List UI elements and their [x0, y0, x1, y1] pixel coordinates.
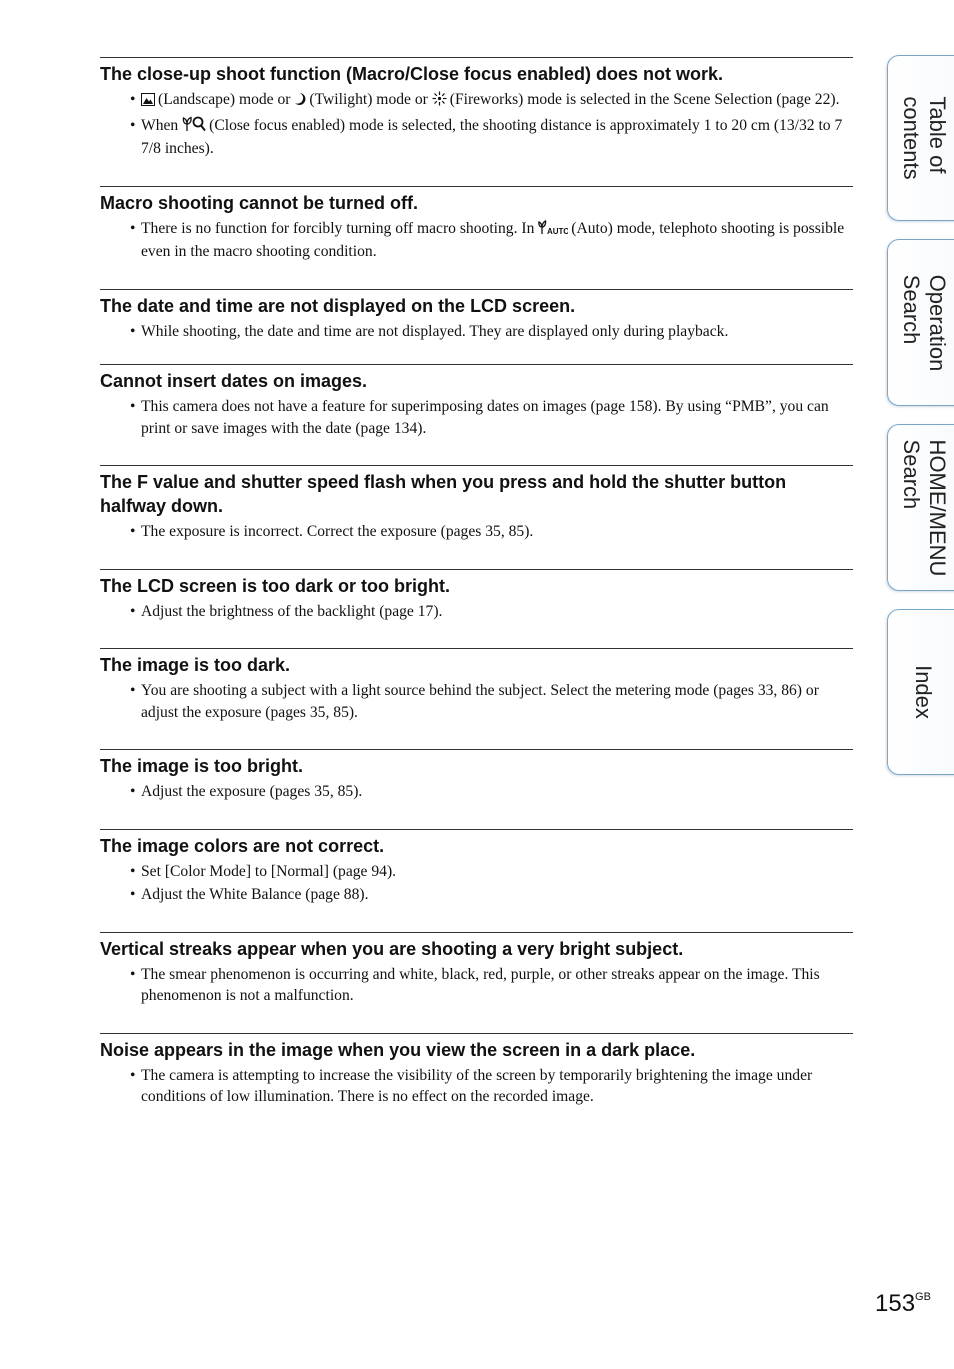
landscape-icon	[141, 91, 155, 113]
list-item: • The camera is attempting to increase the visibility of the screen by temporarily brightening the image under conditions of low illumination. There is no effect on the recorded image.	[130, 1066, 813, 1105]
section-title: Vertical streaks appear when you are shooting a very bright subject.	[100, 938, 684, 959]
section-colors	[100, 829, 853, 906]
list-item: • The smear phenomenon is occurring and white, black, red, purple, or other streaks appear on the image. This phenomenon is not a malfunction.	[130, 965, 820, 1004]
close-focus-icon	[182, 116, 206, 139]
section-title: The F value and shutter speed flash when you press and hold the shutter button halfway down.	[100, 472, 787, 516]
bullet-list	[100, 396, 853, 439]
twilight-icon	[294, 91, 306, 113]
section-too-bright	[100, 749, 853, 803]
bullet-list	[100, 964, 853, 1007]
section-too-dark	[100, 648, 853, 723]
tab-label: Table of contents	[899, 96, 950, 180]
tab-label: HOME/MENU Search	[899, 439, 950, 576]
section-title: Noise appears in the image when you view the screen in a dark place.	[100, 1039, 696, 1060]
section-noise-dark	[100, 1033, 853, 1108]
section-title: The image is too dark.	[100, 655, 291, 675]
bullet-list	[100, 861, 853, 906]
bullet-list	[100, 1065, 853, 1108]
list-item: • While shooting, the date and time are not displayed. They are displayed only during playback.	[130, 322, 729, 340]
list-item: • Set [Color Mode] to [Normal] (page 94).	[130, 862, 397, 880]
page-number-suffix: GB	[915, 1291, 931, 1303]
section-vertical-streaks	[100, 932, 853, 1007]
bullet-list	[100, 218, 853, 263]
section-macro-off	[100, 186, 853, 263]
tab-table-of-contents[interactable]	[887, 55, 954, 221]
section-title: The image is too bright.	[100, 756, 304, 776]
tab-operation-search[interactable]	[887, 239, 954, 406]
section-title: The LCD screen is too dark or too bright.	[100, 575, 451, 596]
bullet-list	[100, 321, 853, 343]
bullet-list	[100, 601, 853, 623]
section-title: The image colors are not correct.	[100, 835, 385, 856]
page-number-value: 153	[875, 1290, 916, 1317]
list-item: • There is no function for forcibly turning off macro shooting. In AUTO (Auto) mode, telephoto shooting is possible even in the macro shooting condition.	[130, 219, 845, 260]
svg-text:AUTO: AUTO	[547, 226, 569, 235]
section-f-value-flash	[100, 465, 853, 543]
tab-home-menu-search[interactable]	[887, 424, 954, 591]
section-title: Macro shooting cannot be turned off.	[100, 192, 418, 213]
section-title: The date and time are not displayed on the LCD screen.	[100, 295, 576, 316]
bullet-list	[100, 680, 853, 723]
list-item: • You are shooting a subject with a light source behind the subject. Select the metering mode (pages 33, 86) or adjust the exposure (pages 35, 85).	[130, 682, 819, 721]
fireworks-icon	[432, 91, 447, 113]
list-item: • This camera does not have a feature for superimposing dates on images (page 158). By using “PMB”, you can print or save images with the date (page 134).	[130, 398, 829, 437]
page-number	[875, 1290, 931, 1318]
section-insert-dates	[100, 364, 853, 439]
bullet-list	[100, 781, 853, 803]
list-item: • Adjust the brightness of the backlight (page 17).	[130, 602, 443, 620]
list-item: • (Landscape) mode or (Twilight) mode or (Fireworks) mode is selected in the Scene Selection (page 22).	[100, 89, 853, 113]
bullet-list	[100, 89, 853, 160]
section-date-time	[100, 289, 853, 343]
section-title: Cannot insert dates on images.	[100, 371, 368, 391]
tab-label: Index	[911, 665, 936, 719]
list-item: • When (Close focus enabled) mode is selected, the shooting distance is approximately 1 to 20 cm (13/32 to 7 7/8 inches).	[130, 116, 843, 157]
tab-label: Operation Search	[899, 274, 950, 371]
section-lcd-brightness	[100, 569, 853, 623]
section-close-up	[100, 57, 853, 160]
list-item: • Adjust the exposure (pages 35, 85).	[130, 783, 363, 800]
section-title: The close-up shoot function (Macro/Close focus enabled) does not work.	[100, 64, 724, 84]
auto-mode-icon	[538, 220, 568, 242]
list-item: • Adjust the White Balance (page 88).	[130, 886, 369, 903]
bullet-list	[100, 521, 853, 543]
tab-index[interactable]	[887, 609, 954, 775]
troubleshooting-content	[100, 57, 853, 1110]
list-item: • The exposure is incorrect. Correct the exposure (pages 35, 85).	[130, 523, 534, 540]
